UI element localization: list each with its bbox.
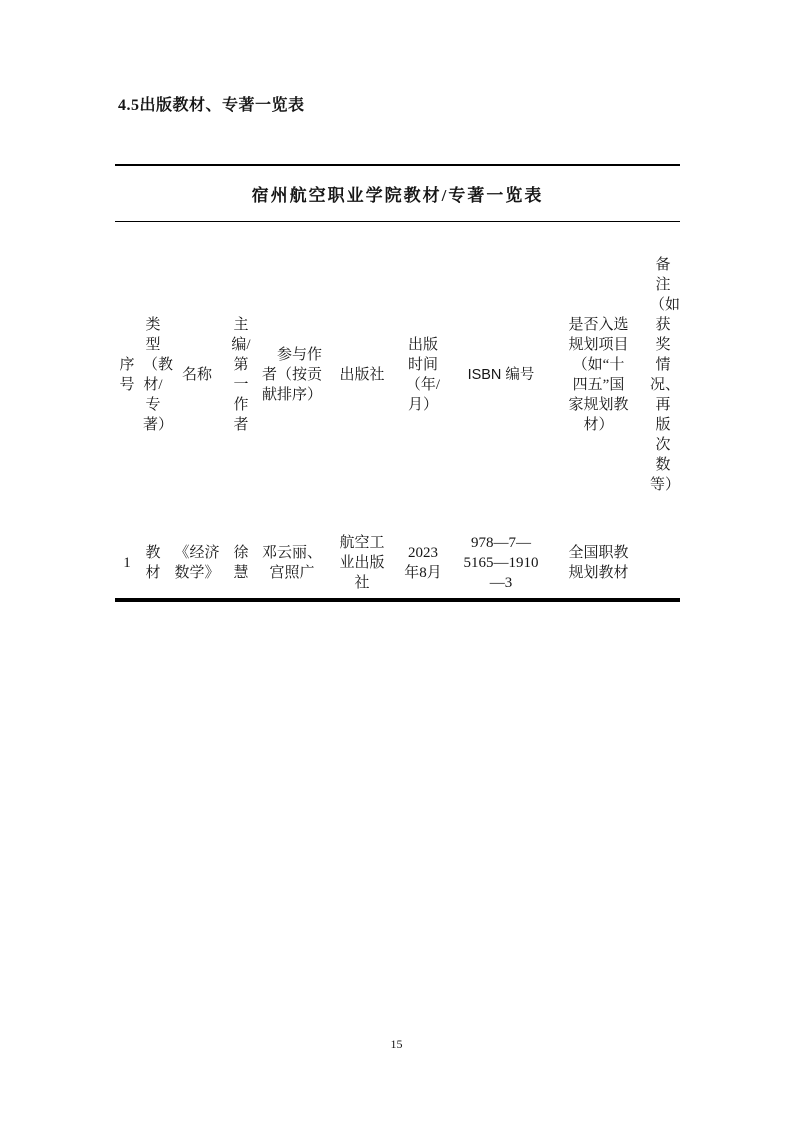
cell-planning: 全国职教规划教材 <box>568 545 629 581</box>
section-heading: 4.5出版教材、专著一览表 <box>118 97 305 114</box>
cell-name: 《经济数学》 <box>174 545 220 581</box>
column-header-chief-editor: 主编/第一作者 <box>231 317 251 433</box>
cell-publish-date: 2023年8月 <box>404 545 442 581</box>
table-title-row <box>115 165 680 222</box>
cell-isbn: 978—7—5165—1910—3 <box>463 535 539 591</box>
column-header-type: 类型（教材/专著） <box>143 317 174 433</box>
column-header-planning: 是否入选规划项目（如“十四五”国家规划教材） <box>568 317 629 433</box>
column-header-index: 序号 <box>119 357 135 393</box>
cell-chief-editor: 徐慧 <box>233 545 249 581</box>
cell-remarks <box>646 528 680 600</box>
table-title: 宿州航空职业学院教材/专著一览表 <box>115 165 680 222</box>
cell-publisher: 航空工业出版社 <box>339 535 385 591</box>
column-header-publisher: 出版社 <box>339 367 385 383</box>
column-header-co-authors: 参与作者（按贡献排序） <box>261 347 322 403</box>
column-header-remarks: 备注（如获奖情况、再版次数等） <box>650 257 681 493</box>
cell-index: 1 <box>123 555 131 571</box>
publications-table <box>115 164 680 602</box>
column-header-publish-date: 出版时间（年/月） <box>405 337 441 413</box>
column-header-name: 名称 <box>181 367 212 383</box>
table-row <box>115 528 680 600</box>
table-header-row <box>115 222 680 529</box>
cell-type: 教材 <box>145 545 161 581</box>
column-header-isbn: ISBN 编号 <box>467 367 535 383</box>
cell-co-authors: 邓云丽、宫照广 <box>261 545 322 581</box>
page-number: 15 <box>390 1037 403 1051</box>
